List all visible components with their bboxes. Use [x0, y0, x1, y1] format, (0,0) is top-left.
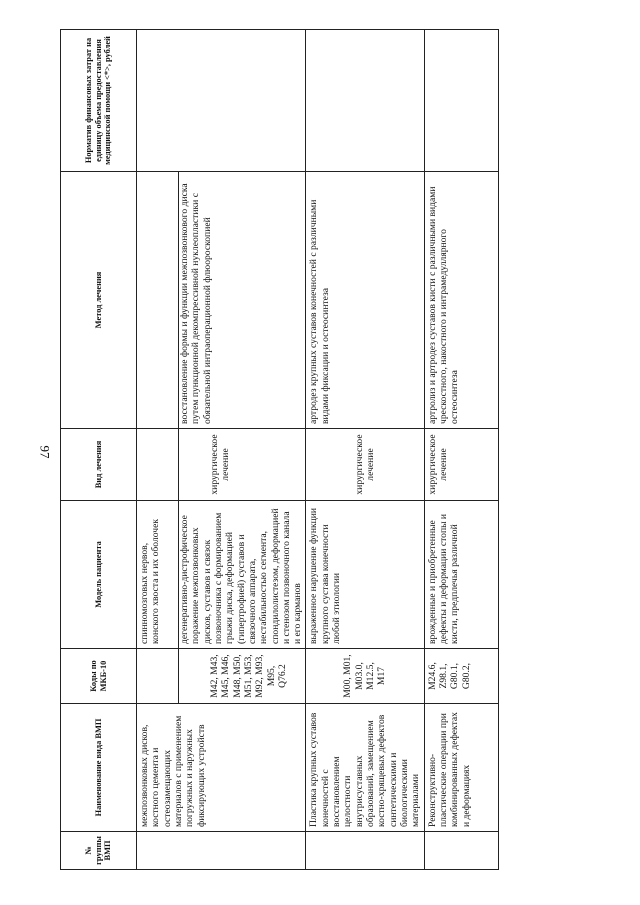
cell-model [137, 501, 306, 649]
cell-type: хирургическое лечение [424, 429, 498, 501]
header-name: Наименование вида ВМП [61, 704, 137, 832]
table-row [137, 30, 306, 870]
cell-name: межпозвонковых дисков, костного цемента и остеозамещающих материалов с применением погружных и наружных фиксирующих устройств [137, 704, 306, 832]
cell-codes: M24.6, Z98.1, G80.1, G80.2, [424, 649, 498, 704]
cell-type: хирургическое лечение [306, 429, 424, 501]
table-row [424, 30, 498, 870]
header-norm: Норматив финансовых затрат на единицу объема предоставления медицинской помощи <*>, рублей [61, 30, 137, 172]
cell-norm [137, 30, 306, 172]
cell-method-b: восстановление формы и функции межпозвонкового диска путем пункционной декомпрессивной нуклеопластики с обязательной интраоперационной флюороскопией [179, 183, 213, 424]
cell-name: Пластика крупных суставов конечностей с восстановлением целостности внутрисуставных образований, замещением костно-хрящевых дефектов синтетическими и биологическими материалами [306, 704, 424, 832]
cell-model-a: спинномозговых нервов, конского хвоста и их оболочек [139, 518, 162, 644]
header-model: Модель пациента [61, 501, 137, 649]
cell-codes: M00, M01, M03.0, M12.5, M17 [306, 649, 424, 704]
header-group: № группы ВМП [61, 832, 137, 870]
cell-group [424, 832, 498, 870]
cell-type-a [139, 433, 175, 496]
cell-model: выраженное нарушение функции крупного сустава конечности любой этиологии [306, 501, 424, 649]
cell-codes-b: M42, M43, M45, M46, M48, M50, M51, M53, M92, M93, M95, Q76.2 [209, 654, 288, 698]
cell-name: Реконструктивно-пластические операции при комбинированных дефектах и деформациях [424, 704, 498, 832]
table-header-row [61, 30, 137, 870]
cell-norm [306, 30, 424, 172]
cell-type-b: хирургическое лечение [209, 434, 232, 495]
cell-group [137, 832, 306, 870]
vmp-table [60, 29, 499, 870]
header-type: Вид лечения [61, 429, 137, 501]
header-method: Метод лечения [61, 172, 137, 429]
cell-method-a [139, 176, 175, 424]
cell-norm [424, 30, 498, 172]
cell-model-b: дегенеративно-дистрофическое поражение межпозвонковых дисков, суставов и связок позвоночника с формированием грыжи диска, деформацией (гипертрофией) суставов и связочного аппарата, нестабильностью сегмента, спондилолистезом, деформацией и стенозом позвоночного канала и его карманов [179, 508, 304, 644]
cell-method [137, 172, 306, 429]
cell-codes [137, 649, 306, 704]
page-number: 97 [37, 445, 53, 459]
cell-model: врожденные и приобретенные дефекты и деформации стопы и кисти, предплечья различной [424, 501, 498, 649]
cell-codes-a [139, 653, 175, 699]
header-codes: Коды по МКБ-10 [61, 649, 137, 704]
cell-type [137, 429, 306, 501]
rotated-document [60, 30, 580, 870]
cell-group [306, 832, 424, 870]
table-row [306, 30, 424, 870]
cell-method: артролиз и артродез суставов кисти с различными видами чрескостного, накостного и интрамедуллярного остеосинтеза [424, 172, 498, 429]
cell-method: артродез крупных суставов конечностей с различными видами фиксации и остеосинтеза [306, 172, 424, 429]
